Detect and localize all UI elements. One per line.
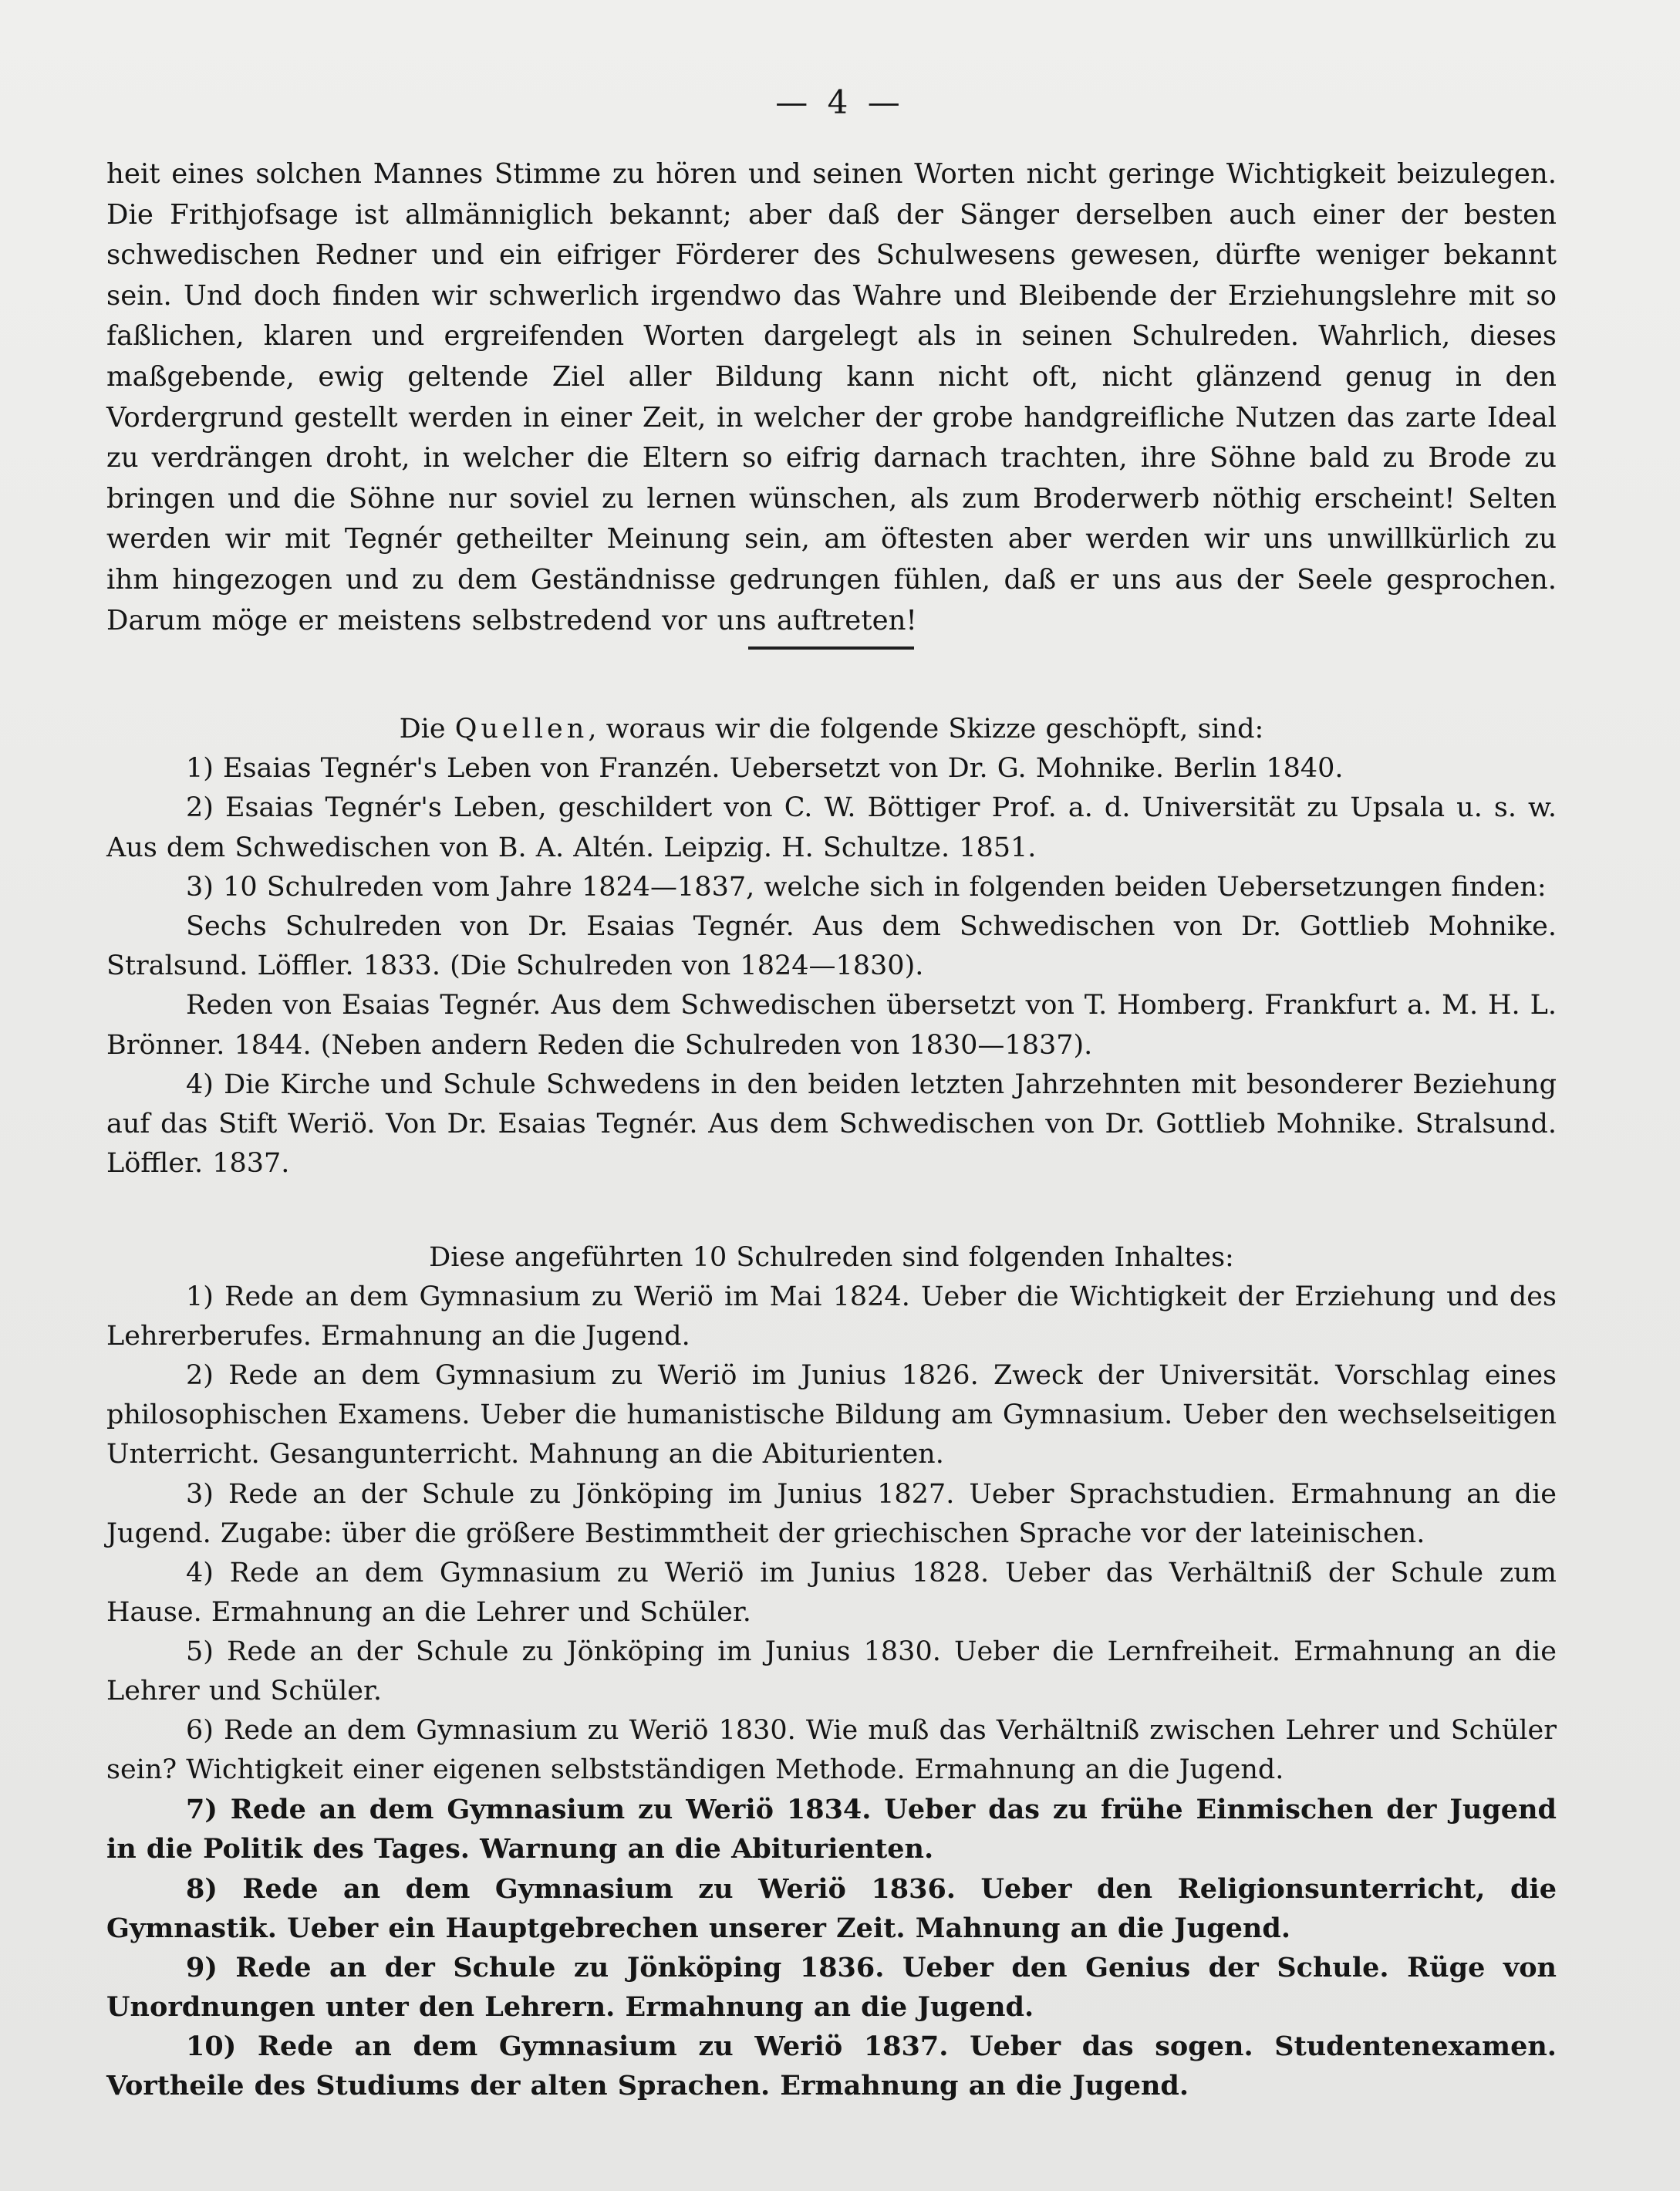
- source-item: 1) Esaias Tegnér's Leben von Franzén. Uebersetzt von Dr. G. Mohnike. Berlin 1840.: [186, 753, 1344, 785]
- speech-item: 10) Rede an dem Gymnasium zu Weriö 1837. Ueber das sogen. Studentenexamen. Vortheile des Studiums der alten Sprachen. Ermahnung an die Jugend.: [106, 2030, 1557, 2102]
- speech-item: 9) Rede an der Schule zu Jönköping 1836. Ueber den Genius der Schule. Rüge von Unordnungen unter den Lehrern. Ermahnung an die Jugend.: [106, 1951, 1557, 2023]
- sources-heading-word: Quellen: [454, 714, 589, 744]
- speech-item: 5) Rede an der Schule zu Jönköping im Junius 1830. Ueber die Lernfreiheit. Ermahnung an die Lehrer und Schüler.: [106, 1636, 1557, 1707]
- speech-item: 1) Rede an dem Gymnasium zu Weriö im Mai 1824. Ueber die Wichtigkeit der Erziehung und des Lehrerberufes. Ermahnung an die Jugend.: [106, 1281, 1557, 1352]
- sources-heading-suffix: , woraus wir die folgende Skizze geschöpft, sind:: [588, 714, 1264, 744]
- intro-paragraph: [106, 154, 1557, 641]
- speech-item: 3) Rede an der Schule zu Jönköping im Junius 1827. Ueber Sprachstudien. Ermahnung an die Jugend. Zugabe: über die größere Bestimmtheit der griechischen Sprache vor der lateinischen.: [106, 1478, 1557, 1549]
- speech-item: 7) Rede an dem Gymnasium zu Weriö 1834. Ueber das zu frühe Einmischen der Jugend in die Politik des Tages. Warnung an die Abiturienten.: [106, 1794, 1557, 1865]
- source-item: 2) Esaias Tegnér's Leben, geschildert von C. W. Böttiger Prof. a. d. Universität zu Upsala u. s. w. Aus dem Schwedischen von B. A. Altén. Leipzig. H. Schultze. 1851.: [106, 792, 1557, 863]
- speech-item: 8) Rede an dem Gymnasium zu Weriö 1836. Ueber den Religionsunterricht, die Gymnastik. Ueber ein Hauptgebrechen unserer Zeit. Mahnung an die Jugend.: [106, 1872, 1557, 1944]
- source-item: Reden von Esaias Tegnér. Aus dem Schwedischen übersetzt von T. Homberg. Frankfurt a. M. H. L. Brönner. 1844. (Neben andern Reden die Schulreden von 1830—1837).: [106, 990, 1557, 1061]
- speech-item: 4) Rede an dem Gymnasium zu Weriö im Junius 1828. Ueber das Verhältniß der Schule zum Hause. Ermahnung an die Lehrer und Schüler.: [106, 1557, 1557, 1628]
- sources-section: [106, 710, 1557, 1183]
- page-number: — 4 —: [775, 83, 905, 121]
- source-item: 4) Die Kirche und Schule Schwedens in den beiden letzten Jahrzehnten mit besonderer Beziehung auf das Stift Weriö. Von Dr. Esaias Tegnér. Aus dem Schwedischen von Dr. Gottlieb Mohnike. Stralsund. Löffler. 1837.: [106, 1068, 1557, 1180]
- source-item: 3) 10 Schulreden vom Jahre 1824—1837, welche sich in folgenden beiden Uebersetzungen finden:: [186, 871, 1547, 903]
- speeches-heading: Diese angeführten 10 Schulreden sind folgenden Inhaltes:: [429, 1242, 1234, 1273]
- sources-heading: [106, 710, 1557, 749]
- speeches-section: [106, 1238, 1557, 2105]
- source-item: Sechs Schulreden von Dr. Esaias Tegnér. Aus dem Schwedischen von Dr. Gottlieb Mohnike. Stralsund. Löffler. 1833. (Die Schulreden von 1824—1830).: [106, 911, 1557, 982]
- speech-item: 6) Rede an dem Gymnasium zu Weriö 1830. Wie muß das Verhältniß zwischen Lehrer und Schüler sein? Wichtigkeit einer eigenen selbstständigen Methode. Ermahnung an die Jugend.: [106, 1715, 1557, 1786]
- intro-text: heit eines solchen Mannes Stimme zu hören und seinen Worten nicht geringe Wichtigkeit beizulegen. Die Frithjofsage ist allmänniglich bekannt; aber daß der Sänger derselben auch einer der besten schwedischen Redner und ein eifriger Förderer des Schulwesens gewesen, dürfte weniger bekannt sein. Und doch finden wir schwerlich irgendwo das Wahre und Bleibende der Erziehungslehre mit so faßlichen, klaren und ergreifenden Worten dargelegt als in seinen Schulreden. Wahrlich, dieses maßgebende, ewig geltende Ziel aller Bildung kann nicht oft, nicht glänzend genug in den Vordergrund gestellt werden in einer Zeit, in welcher der grobe handgreifliche Nutzen das zarte Ideal zu verdrängen droht, in welcher die Eltern so eifrig darnach trachten, ihre Söhne bald zu Brode zu bringen und die Söhne nur soviel zu lernen wünschen, als zum Broderwerb nöthig erscheint! Selten werden wir mit Tegnér getheilter Meinung sein, am öftesten aber werden wir uns unwillkürlich zu ihm hingezogen und zu dem Geständnisse gedrungen fühlen, daß er uns aus der Seele gesprochen. Darum möge er meistens selbstredend vor uns auftreten!: [106, 158, 1557, 636]
- speech-item: 2) Rede an dem Gymnasium zu Weriö im Junius 1826. Zweck der Universität. Vorschlag eines philosophischen Examens. Ueber die humanistische Bildung am Gymnasium. Ueber den wechselseitigen Unterricht. Gesangunterricht. Mahnung an die Abiturienten.: [106, 1360, 1557, 1470]
- sources-heading-prefix: Die: [399, 714, 455, 744]
- section-divider: [748, 646, 914, 650]
